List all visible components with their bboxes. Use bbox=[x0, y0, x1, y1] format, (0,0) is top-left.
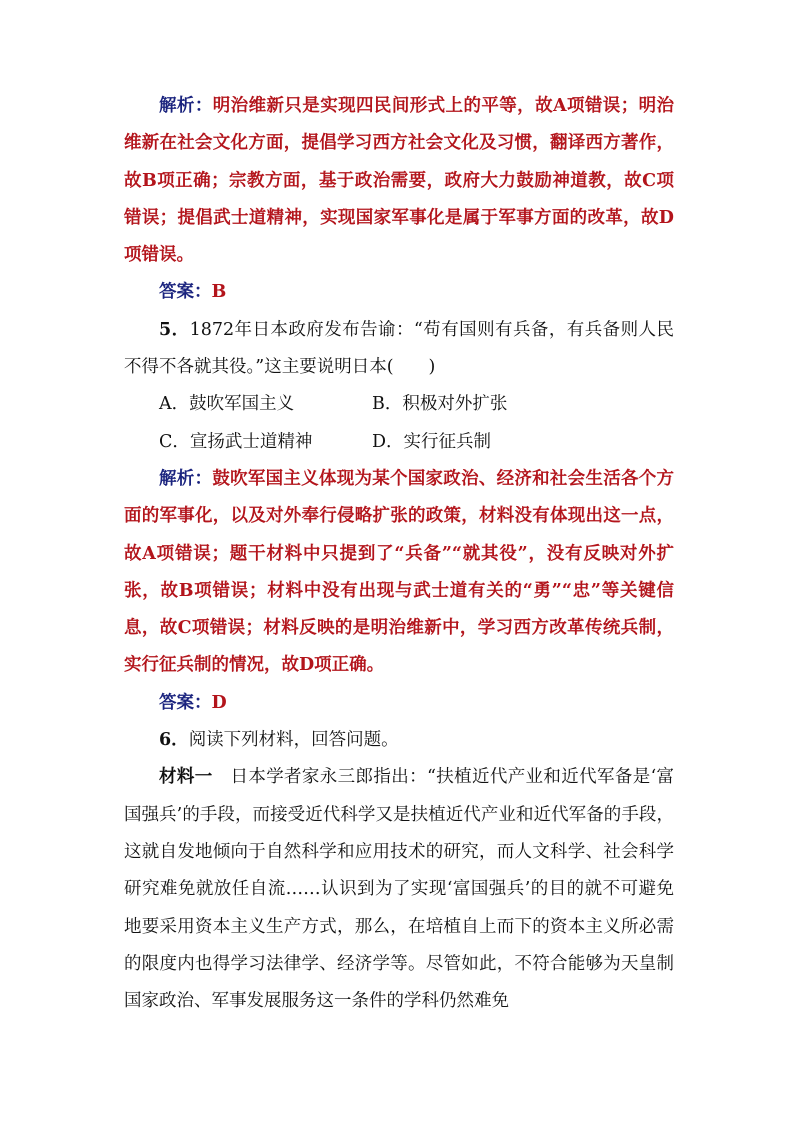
answer-label: 答案 bbox=[159, 282, 194, 303]
analysis-label: 解析 bbox=[159, 96, 195, 116]
answer-value: B bbox=[211, 282, 227, 303]
q5-answer bbox=[124, 685, 674, 722]
answer-sep: ： bbox=[194, 282, 212, 303]
option-d: D．实行征兵制 bbox=[372, 431, 492, 452]
answer-sep: ： bbox=[194, 692, 212, 713]
answer-label: 答案 bbox=[159, 692, 194, 713]
question-stem: 阅读下列材料，回答问题。 bbox=[188, 730, 399, 751]
material-text: 日本学者家永三郎指出：“扶植近代产业和近代军备是‘富国强兵’的手段，而接受近代科学又是扶植近代产业和近代军备的手段，这就自发地倾向于自然科学和应用技术的研究，而人文科学、社会科学研究难免就放任自流……认识到为了实现‘富国强兵’的目的就不可避免地要采用资本主义生产方式，那么，在培植自上而下的资本主义所必需的限度内也得学习法律学、经济学等。尽管如此，不符合能够为天皇制国家政治、军事发展服务这一条件的学科仍然难免 bbox=[124, 767, 675, 1012]
analysis-text: 明治维新只是实现四民间形式上的平等，故A项错误；明治维新在社会文化方面，提倡学习西方社会文化及习惯，翻译西方著作，故B项正确；宗教方面，基于政治需要，政府大力鼓励神道教，故C项错误；提倡武士道精神，实现国家军事化是属于军事方面的改革，故D项错误。 bbox=[124, 96, 675, 266]
analysis-sep: ： bbox=[194, 96, 213, 116]
material-label: 材料一 bbox=[159, 767, 213, 788]
q5-analysis bbox=[124, 461, 674, 685]
answer-value: D bbox=[211, 692, 227, 713]
question-number: 5． bbox=[159, 319, 190, 340]
q6-stem bbox=[124, 722, 674, 759]
q6-material-1 bbox=[124, 759, 674, 1020]
option-b: B．积极对外扩张 bbox=[372, 394, 508, 415]
q5-options-row-2 bbox=[124, 424, 674, 461]
material-gap bbox=[213, 767, 231, 787]
question-number: 6． bbox=[159, 730, 189, 751]
option-a: A．鼓吹军国主义 bbox=[159, 394, 295, 415]
document-page bbox=[124, 88, 674, 1020]
q4-answer bbox=[124, 274, 674, 311]
option-c: C．宣扬武士道精神 bbox=[159, 431, 313, 452]
analysis-sep: ： bbox=[194, 468, 213, 489]
analysis-text: 鼓吹军国主义体现为某个国家政治、经济和社会生活各个方面的军事化，以及对外奉行侵略扩张的政策，材料没有体现出这一点，故A项错误；题干材料中只提到了“兵备”“就其役”，没有反映对外扩张，故B项错误；材料中没有出现与武士道有关的“勇”“忠”等关键信息，故C项错误；材料反映的是明治维新中，学习西方改革传统兵制，实行征兵制的情况，故D项正确。 bbox=[124, 468, 675, 676]
question-stem: 1872年日本政府发布告谕：“苟有国则有兵备，有兵备则人民不得不各就其役。”这主要说明日本( ) bbox=[124, 319, 674, 378]
q4-analysis bbox=[124, 88, 674, 274]
analysis-label: 解析 bbox=[159, 468, 195, 489]
q5-options-row-1 bbox=[124, 386, 674, 423]
q5-stem bbox=[124, 312, 674, 387]
